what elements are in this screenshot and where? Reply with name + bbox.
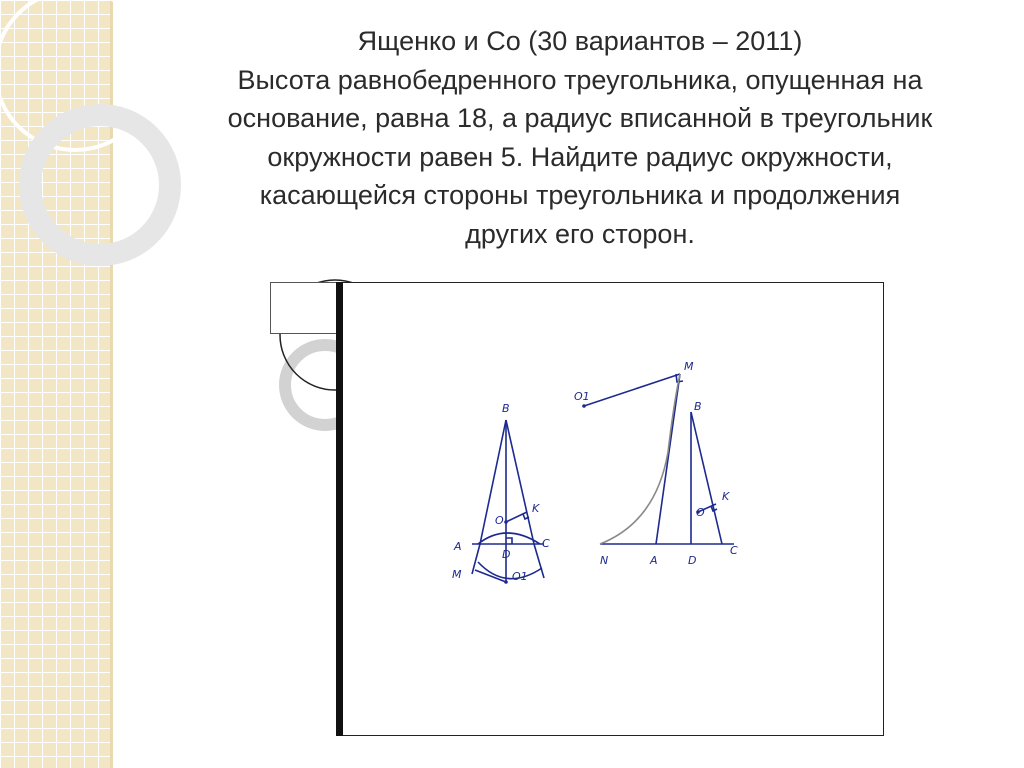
label-right-c: C bbox=[730, 544, 738, 557]
tangent-o1m bbox=[584, 374, 680, 406]
label-right-o: O bbox=[696, 506, 705, 519]
label-left-b: B bbox=[502, 402, 510, 415]
side-bc bbox=[506, 420, 534, 544]
problem-line: основание, равна 18, а радиус вписанной в треугольник bbox=[227, 103, 933, 133]
right-angle-d bbox=[506, 538, 512, 544]
deco-square bbox=[270, 282, 338, 334]
label-right-m: M bbox=[684, 360, 694, 373]
label-right-k: K bbox=[722, 490, 730, 503]
point-o bbox=[504, 520, 508, 524]
right-figure bbox=[584, 374, 734, 544]
problem-line: касающейся стороны треугольника и продолжения bbox=[259, 180, 901, 210]
label-right-b: B bbox=[694, 400, 702, 413]
side-ab-extended bbox=[656, 374, 680, 544]
title-line: Ященко и Со (30 вариантов – 2011) bbox=[357, 26, 803, 56]
excircle-lower-arc bbox=[478, 562, 542, 579]
label-right-a: A bbox=[650, 554, 658, 567]
problem-line: окружности равен 5. Найдите радиус окружности, bbox=[267, 141, 893, 172]
problem-statement bbox=[160, 22, 1000, 253]
point-o1 bbox=[582, 404, 586, 408]
label-left-m: M bbox=[452, 568, 462, 581]
geometry-drawing bbox=[338, 282, 884, 736]
problem-line: других его сторон. bbox=[465, 218, 695, 249]
label-right-o1: O1 bbox=[574, 390, 590, 403]
problem-line: Высота равнобедренного треугольника, опущенная на bbox=[237, 64, 923, 95]
label-left-o: O bbox=[495, 514, 504, 527]
label-left-k: K bbox=[532, 502, 540, 515]
right-points bbox=[582, 404, 700, 514]
decorative-grid-band bbox=[0, 0, 112, 768]
side-bc bbox=[691, 412, 722, 544]
label-left-c: C bbox=[542, 537, 550, 550]
extension-am bbox=[472, 544, 480, 574]
label-left-o1: O1 bbox=[512, 570, 528, 583]
label-left-d: D bbox=[502, 548, 511, 561]
point-o1 bbox=[504, 580, 508, 584]
label-right-d: D bbox=[688, 554, 697, 567]
label-left-a: A bbox=[454, 540, 462, 553]
band-edge bbox=[110, 0, 113, 768]
label-right-n: N bbox=[600, 554, 609, 567]
